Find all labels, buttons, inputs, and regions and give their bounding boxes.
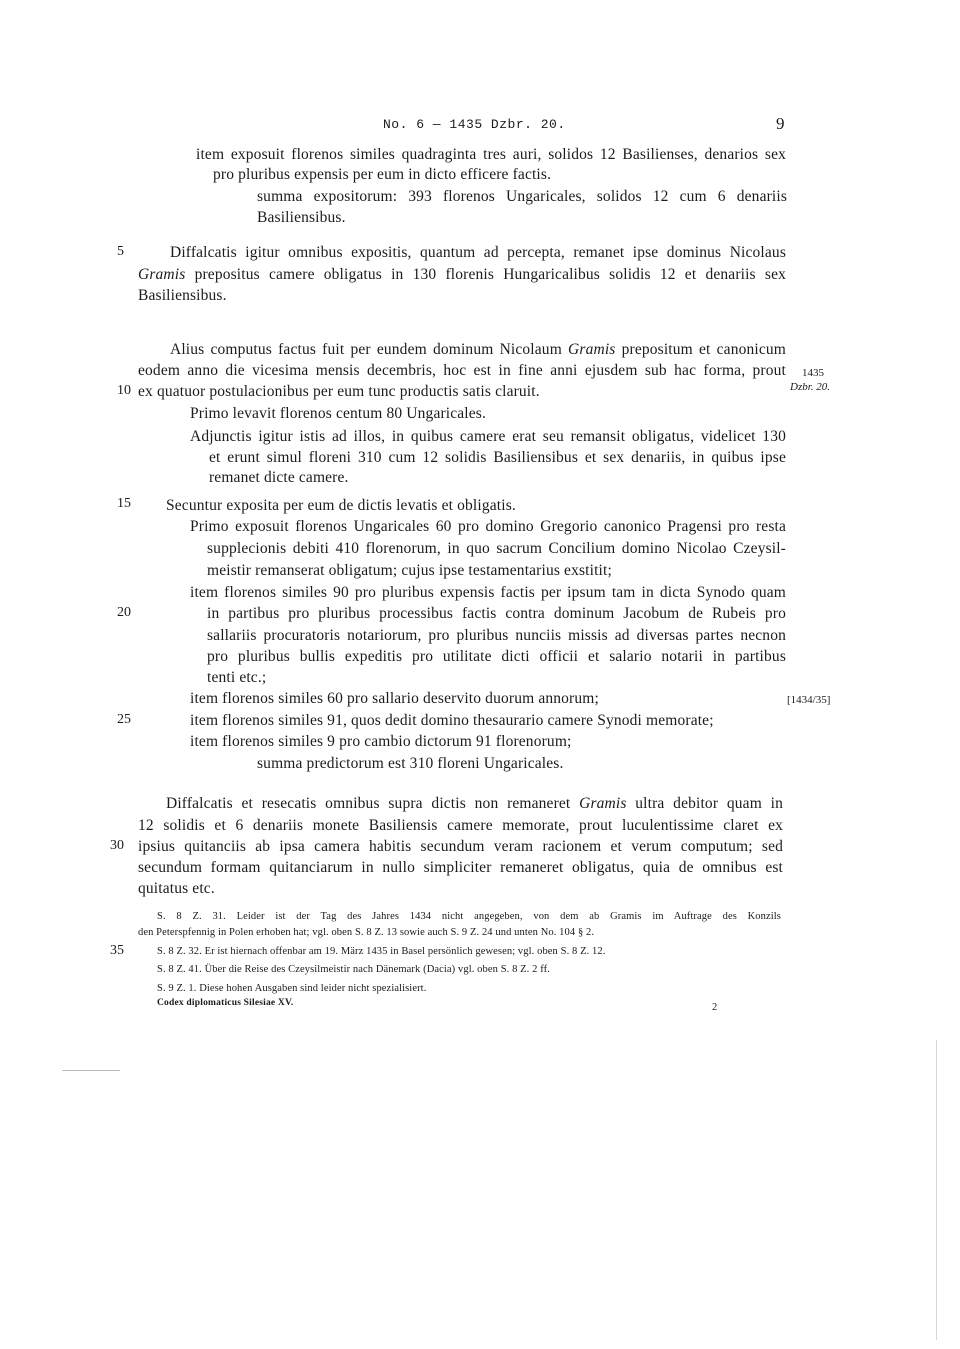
line-number-35: 35 [110,943,124,958]
page-number: 9 [776,114,785,133]
text-line-8: Alius computus factus fuit per eundem dominum Nicolaum Gramis prepositum et canonicum [170,341,786,358]
line-number-15: 15 [117,496,131,511]
line-number-20: 20 [117,605,131,620]
text-line-23: tenti etc.; [207,669,267,686]
footnote-3: S. 8 Z. 41. Über die Reise des Czeysilmeistir nach Dänemark (Dacia) vgl. oben S. 8 Z. 2 ff. [157,964,550,975]
text-line-5: Diffalcatis igitur omnibus expositis, quantum ad percepta, remanet ipse dominus Nicolaus [170,244,786,261]
line-number-30: 30 [110,838,124,853]
text-line-11: Primo levavit florenos centum 80 Ungaricales. [190,405,487,422]
text-line-3: summa expositorum: 393 florenos Ungaricales, solidos 12 cum 6 denariis [257,188,787,205]
footnote-2: S. 8 Z. 32. Er ist hiernach offenbar am 19. März 1435 in Basel persönlich gewesen; vgl. oben S. 8 Z. 12. [157,946,606,957]
text-line-7: Basiliensibus. [138,287,227,304]
codex-signature: Codex diplomaticus Silesiae XV. [157,998,294,1008]
text-line-25: item florenos similes 91, quos dedit domino thesaurario camere Synodi memorate; [190,712,714,729]
text-line-30: ipsius quitanciis ab ipsa camera habitis secundum veram racionem et verum computum; sed [138,838,783,855]
text-line-14: remanet dicte camere. [209,469,349,486]
text-line-27: summa predictorum est 310 floreni Ungaricales. [257,755,564,772]
text-line-16: Primo exposuit florenos Ungaricales 60 pro domino Gregorio canonico Pragensi pro resta [190,518,786,535]
text-line-28: Diffalcatis et resecatis omnibus supra dictis non remaneret Gramis ultra debitor quam in [166,795,783,812]
margin-bracket-year: [1434/35] [787,694,831,706]
text-line-10: ex quatuor postulacionibus per eum tunc productis satis claruit. [138,383,540,400]
text-line-17: supplecionis debiti 410 florenorum, in quo sacrum Concilium domino Nicolao Czeysil- [207,540,786,557]
running-header: No. 6 — 1435 Dzbr. 20. [383,117,566,132]
scan-mark-line [62,1070,120,1071]
text-line-19: item florenos similes 90 pro pluribus expensis factis per ipsum tam in dicta Synodo quam [190,584,786,601]
text-line-13: et erunt simul floreni 310 cum 12 solidis Basiliensibus et sex denariis, in quibus ipse [209,449,786,466]
footnote-1-line-1: S. 8 Z. 31. Leider ist der Tag des Jahres 1434 nicht angegeben, von dem ab Gramis im Auftrage des Konzils [157,911,781,922]
text-line-24: item florenos similes 60 pro sallario deservito duorum annorum; [190,690,599,707]
line-number-5: 5 [117,244,124,259]
text-line-32: quitatus etc. [138,880,215,897]
text-line-9: eodem anno die vicesima mensis decembris, hoc est in fine anni ejusdem sub hac forma, prout [138,362,786,379]
line-number-25: 25 [117,712,131,727]
text-line-20: in partibus pro pluribus processibus factis contra dominum Jacobum de Rubeis pro [207,605,786,622]
text-line-26: item florenos similes 9 pro cambio dictorum 91 florenorum; [190,733,572,750]
sheet-number: 2 [712,1002,718,1013]
text-line-15: Secuntur exposita per eum de dictis levatis et obligatis. [166,497,516,514]
text-line-12: Adjunctis igitur istis ad illos, in quibus camere erat seu remansit obligatus, videlicet 130 [190,428,786,445]
text-line-6: Gramis prepositus camere obligatus in 130 florenis Hungaricalibus solidis 12 et denariis sex [138,266,786,283]
text-line-2: pro pluribus expensis per eum in dicto efficere factis. [213,166,552,183]
margin-date-year: 1435 [802,367,824,379]
text-line-1: item exposuit florenos similes quadraginta tres auri, solidos 12 Basilienses, denarios sex [196,146,786,163]
margin-date-day: Dzbr. 20. [790,381,831,393]
text-line-31: secundum formam quitanciarum in nullo simpliciter remaneret obligatus, quia de omnibus est [138,859,783,876]
line-number-10: 10 [117,383,131,398]
text-line-18: meistir remanserat obligatum; cujus ipse testamentarius exstitit; [207,562,612,579]
text-line-4: Basiliensibus. [257,209,346,226]
scan-edge-line [936,1040,937,1340]
footnote-4: S. 9 Z. 1. Diese hohen Ausgaben sind leider nicht spezialisiert. [157,983,427,994]
text-line-21: sallariis procuratoris notariorum, pro pluribus nunciis missis ad diversas partes necnon [207,627,786,644]
text-line-22: pro pluribus bullis expeditis pro utilitate dicti officii et salario notarii in partibus [207,648,786,665]
footnote-1-line-2: den Peterspfennig in Polen erhoben hat; vgl. oben S. 8 Z. 13 sowie auch S. 9 Z. 24 und unten No. 104 § 2. [138,927,595,938]
text-line-29: 12 solidis et 6 denariis monete Basiliensis camere memorate, prout luculentissime claret ex [138,817,783,834]
